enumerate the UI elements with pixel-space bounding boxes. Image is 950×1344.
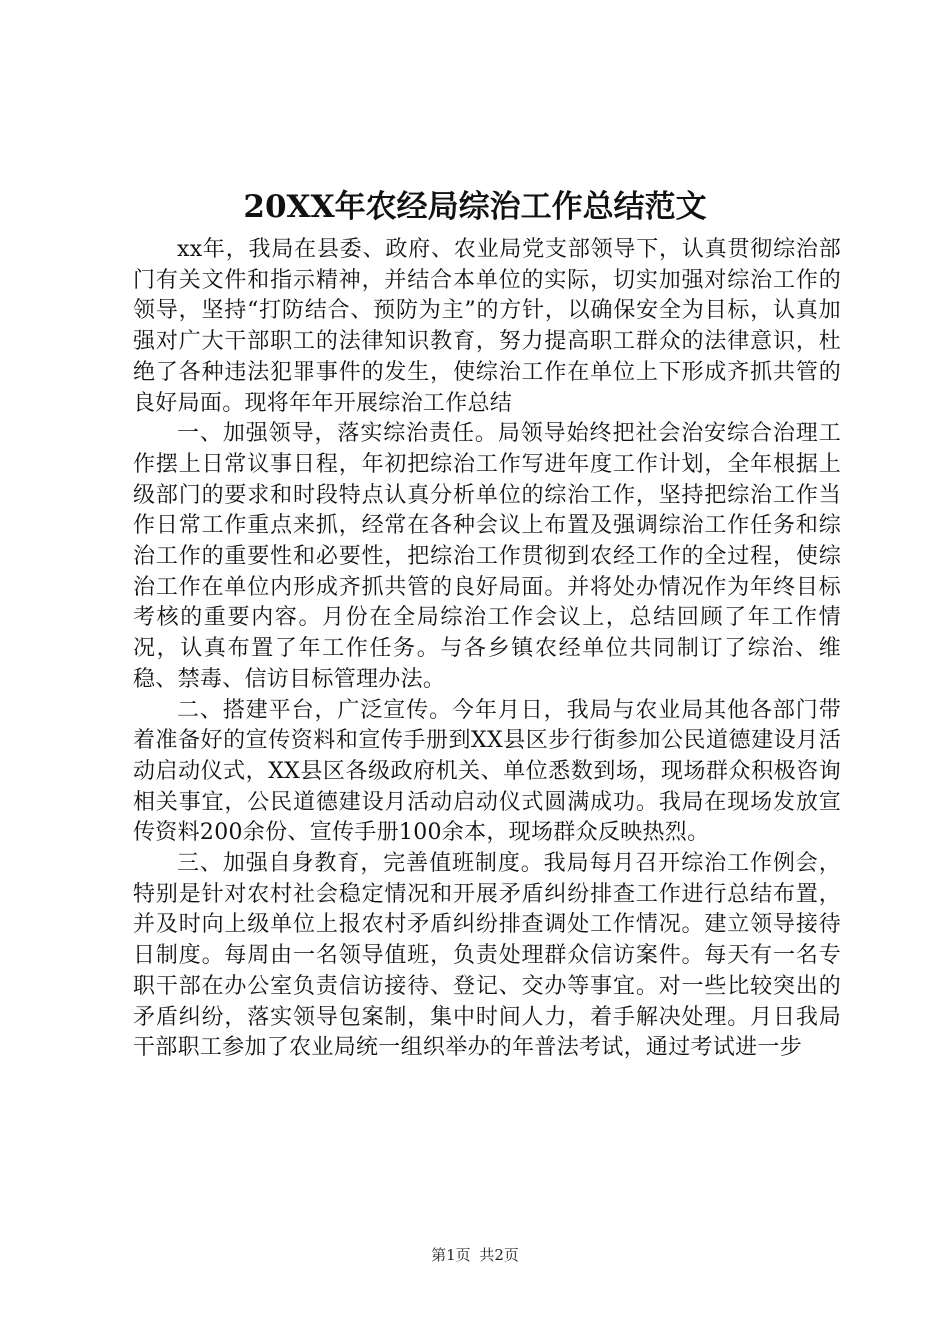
- page-total: 共2页: [479, 1246, 519, 1264]
- paragraph-section-1: 一、加强领导，落实综治责任。局领导始终把社会治安综合治理工作摆上日常议事日程，年初把综治工作写进年度工作计划，全年根据上级部门的要求和时段特点认真分析单位的综治工作，坚持把综治工作当作日常工作重点来抓，经常在各种会议上布置及强调综治工作任务和综治工作的重要性和必要性，把综治工作贯彻到农经工作的全过程，使综治工作在单位内形成齐抓共管的良好局面。并将处办情况作为年终目标考核的重要内容。月份在全局综治工作会议上，总结回顾了年工作情况，认真布置了年工作任务。与各乡镇农经单位共同制订了综治、维稳、禁毒、信访目标管理办法。: [133, 421, 841, 692]
- document-title: 20XX年农经局综治工作总结范文: [243, 189, 707, 225]
- paragraph-intro: xx年，我局在县委、政府、农业局党支部领导下，认真贯彻综治部门有关文件和指示精神，并结合本单位的实际，切实加强对综治工作的领导，坚持“打防结合、预防为主”的方针，以确保安全为目标，认真加强对广大干部职工的法律知识教育，努力提高职工群众的法律意识，杜绝了各种违法犯罪事件的发生，使综治工作在单位上下形成齐抓共管的良好局面。现将年年开展综治工作总结: [133, 237, 841, 416]
- page-number: 第1页: [431, 1246, 471, 1264]
- paragraph-section-3: 三、加强自身教育，完善值班制度。我局每月召开综治工作例会，特别是针对农村社会稳定情况和开展矛盾纠纷排查工作进行总结布置，并及时向上级单位上报农村矛盾纠纷排查调处工作情况。建立领导接待日制度。每周由一名领导值班，负责处理群众信访案件。每天有一名专职干部在办公室负责信访接待、登记、交办等事宜。对一些比较突出的矛盾纠纷，落实领导包案制，集中时间人力，着手解决处理。月日我局干部职工参加了农业局统一组织举办的年普法考试，通过考试进一步: [133, 851, 841, 1061]
- page-footer: [0, 1244, 950, 1266]
- paragraph-section-2: 二、搭建平台，广泛宣传。今年月日，我局与农业局其他各部门带着准备好的宣传资料和宣传手册到XX县区步行街参加公民道德建设月活动启动仪式，XX县区各级政府机关、单位悉数到场，现场群众积极咨询相关事宜，公民道德建设月活动启动仪式圆满成功。我局在现场发放宣传资料200余份、宣传手册100余本，现场群众反映热烈。: [133, 697, 841, 846]
- document-body: [133, 235, 841, 1064]
